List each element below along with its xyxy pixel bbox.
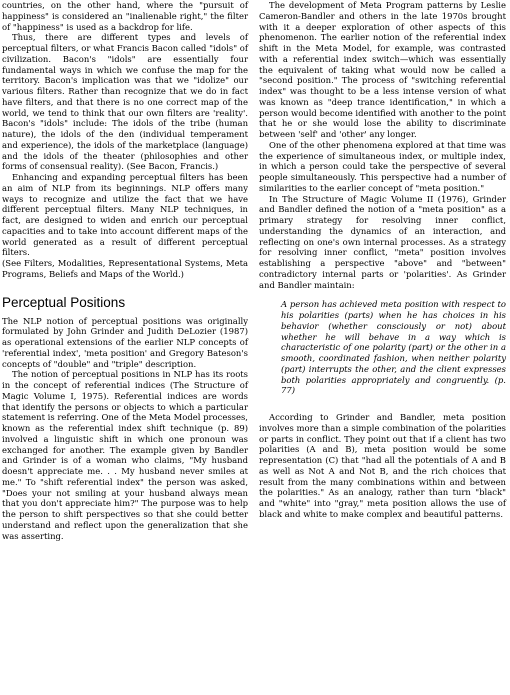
- paragraph: In The Structure of Magic Volume II (1976), Grinder and Bandler defined the notion of a "meta position" as a primary strategy for resolving inner conflict, understanding the dynamics of an interaction, and reflecting on one's own internal processes. As a strategy for resolving inner conflict, "meta" position involves establishing a perspective "above" and "between" contradictory internal parts or 'polarities'. As Grinder and Bandler maintain:: [259, 193, 506, 290]
- paragraph: Enhancing and expanding perceptual filters has been an aim of NLP from its beginnings. NLP offers many ways to recognize and utilize the fact that we have different perceptual filters. Many NLP techniques, in fact, are designed to widen and enrich our perceptual capacities and to take into account different maps of the world generated as a result of different perceptual filters.: [2, 172, 248, 258]
- paragraph: countries, on the other hand, where the "pursuit of happiness" is considered an "inalienable right," the filter of "happiness" is used as a backdrop for life.: [2, 0, 248, 32]
- right-column: [259, 0, 506, 520]
- paragraph: The notion of perceptual positions in NLP has its roots in the concept of referential indices (The Structure of Magic Volume I, 1975). Referential indices are words that identify the persons or objects to which a particular statement is referring. One of the Meta Model processes, known as the referential index shift technique (p. 89) involved a linguistic shift in which one pronoun was exchanged for another. The example given by Bandler and Grinder is of a woman who claims, "My husband doesn't appreciate me. . . My husband never smiles at me." To "shift referential index" the person was asked, "Does your not smiling at your husband always mean that you don't appreciate him?" The purpose was to help the person to shift perspectives so that she could better understand and reflect upon the generalization that she was asserting.: [2, 369, 248, 541]
- paragraph: According to Grinder and Bandler, meta position involves more than a simple combination of the polarities or parts in conflict. They point out that if a client has two polarities (A and B), meta position would be some representation (C) that "had all the potentials of A and B as well as Not A and Not B, and the rich choices that result from the many combinations within and between the polarities." As an analogy, rather than turn "black" and "white" into "gray," meta position allows the use of black and white to make complex and beautiful patterns.: [259, 412, 506, 519]
- block-quote: A person has achieved meta position with respect to his polarities (parts) when he has choices in his behavior (whether consciously or not) about whether he will behave in a way which is characteristic of one polarity (part) or the other in a smooth, coordinated fashion, when neither polarity (part) interrupts the other, and the client expresses both polarities appropriately and congruently. (p. 77): [281, 299, 506, 396]
- paragraph: One of the other phenomena explored at that time was the experience of simultaneous index, or multiple index, in which a person could take the perspective of several people simultaneously. This perspective had a number of similarities to the earlier concept of "meta position.": [259, 139, 506, 193]
- see-also-paragraph: (See Filters, Modalities, Representational Systems, Meta Programs, Beliefs and Maps of the World.): [2, 258, 248, 279]
- left-column: [2, 0, 248, 541]
- paragraph: The NLP notion of perceptual positions was originally formulated by John Grinder and Judith DeLozier (1987) as operational extensions of the earlier NLP concepts of 'referential index', 'meta position' and Gregory Bateson's concepts of "double" and "triple" description.: [2, 315, 248, 369]
- paragraph: Thus, there are different types and levels of perceptual filters, or what Francis Bacon called "idols" of civilization. Bacon's "idols" are essentially four fundamental ways in which we confuse the map for the territory. Bacon's implication was that we "idolize" our various filters. Rather than recognize that we do in fact have filters, and that there is no one correct map of the world, we tend to think that our own filters are 'reality'. Bacon's "idols" include: The idols of the tribe (human nature), the idols of the den (individual temperament and experience), the idols of the marketplace (language) and the idols of the theater (philosophies and other forms of consensual reality). (See Bacon, Francis.): [2, 32, 248, 172]
- paragraph: The development of Meta Program patterns by Leslie Cameron-Bandler and others in the late 1970s brought with it a deeper exploration of other aspects of this phenomenon. The earlier notion of the referential index shift in the Meta Model, for example, was contrasted with a referential index switch—which was essentially the equivalent of taking what would now be called a "second position." The process of "switching referential index" was thought to be a less intense version of what was known as "deep trance identification," in which a person would become identified with another to the point that he or she would lose the ability to discriminate between 'self' and 'other' any longer.: [259, 0, 506, 139]
- section-heading: Perceptual Positions: [2, 294, 126, 310]
